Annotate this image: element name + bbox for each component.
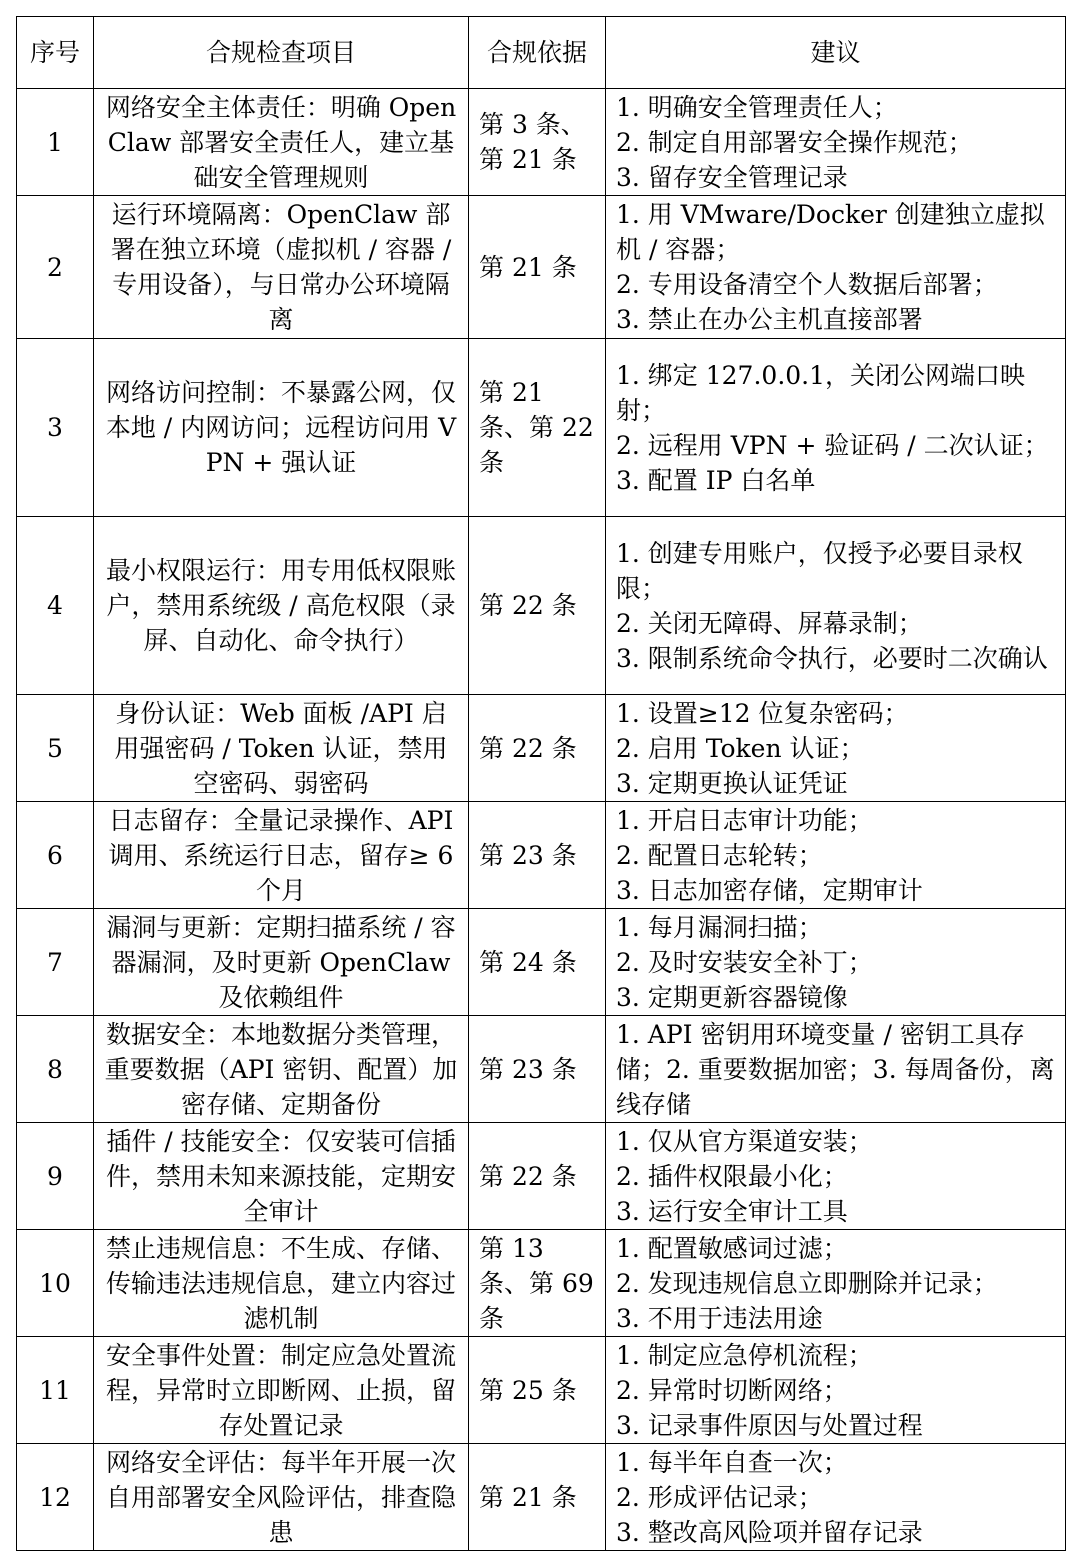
compliance-basis: 第 22 条 <box>469 695 606 802</box>
advice-line: 1. 明确安全管理责任人； <box>616 92 898 122</box>
compliance-basis: 第 24 条 <box>469 909 606 1016</box>
advice-cell <box>606 909 1066 1016</box>
compliance-basis: 第 23 条 <box>469 802 606 909</box>
advice-line: 2. 形成评估记录； <box>616 1482 823 1512</box>
check-item: 日志留存：全量记录操作、API 调用、系统运行日志，留存≥ 6 个月 <box>94 802 469 909</box>
table-row <box>17 517 1066 695</box>
advice-line: 3. 定期更换认证凭证 <box>616 768 848 798</box>
advice-line: 3. 运行安全审计工具 <box>616 1196 848 1226</box>
advice-line: 1. 创建专用账户，仅授予必要目录权限； <box>616 538 1023 603</box>
advice-line: 3. 日志加密存储，定期审计 <box>616 875 923 905</box>
advice-cell <box>606 695 1066 802</box>
advice-cell <box>606 517 1066 695</box>
row-number: 5 <box>17 695 94 802</box>
check-item: 网络访问控制：不暴露公网，仅本地 / 内网访问；远程访问用 VPN + 强认证 <box>94 339 469 517</box>
header-basis: 合规依据 <box>469 17 606 89</box>
check-item: 运行环境隔离：OpenClaw 部署在独立环境（虚拟机 / 容器 / 专用设备），与日常办公环境隔离 <box>94 196 469 339</box>
advice-cell <box>606 802 1066 909</box>
table-row <box>17 909 1066 1016</box>
advice-cell <box>606 1016 1066 1123</box>
advice-line: 2. 及时安装安全补丁； <box>616 947 873 977</box>
compliance-basis: 第 13 条、第 69 条 <box>469 1230 606 1337</box>
table-row <box>17 1444 1066 1551</box>
check-item: 最小权限运行：用专用低权限账户，禁用系统级 / 高危权限（录屏、自动化、命令执行） <box>94 517 469 695</box>
advice-line: 2. 制定自用部署安全操作规范； <box>616 127 973 157</box>
compliance-basis: 第 23 条 <box>469 1016 606 1123</box>
header-item: 合规检查项目 <box>94 17 469 89</box>
advice-cell <box>606 1230 1066 1337</box>
table-body <box>17 89 1066 1551</box>
advice-line: 1. 每半年自查一次； <box>616 1447 848 1477</box>
advice-line: 3. 限制系统命令执行，必要时二次确认 <box>616 643 1048 673</box>
advice-line: 2. 启用 Token 认证； <box>616 733 865 763</box>
row-number: 1 <box>17 89 94 196</box>
advice-line: 3. 不用于违法用途 <box>616 1303 823 1333</box>
header-num: 序号 <box>17 17 94 89</box>
table-row <box>17 802 1066 909</box>
row-number: 10 <box>17 1230 94 1337</box>
check-item: 网络安全主体责任：明确 OpenClaw 部署安全责任人，建立基础安全管理规则 <box>94 89 469 196</box>
row-number: 11 <box>17 1337 94 1444</box>
compliance-basis: 第 25 条 <box>469 1337 606 1444</box>
header-advice: 建议 <box>606 17 1066 89</box>
compliance-basis: 第 21 条 <box>469 1444 606 1551</box>
check-item: 安全事件处置：制定应急处置流程，异常时立即断网、止损，留存处置记录 <box>94 1337 469 1444</box>
table-row <box>17 695 1066 802</box>
advice-line: 3. 整改高风险项并留存记录 <box>616 1517 923 1547</box>
header-row <box>17 17 1066 89</box>
advice-cell <box>606 1123 1066 1230</box>
advice-line: 1. 开启日志审计功能； <box>616 805 873 835</box>
row-number: 2 <box>17 196 94 339</box>
row-number: 9 <box>17 1123 94 1230</box>
advice-cell <box>606 196 1066 339</box>
advice-line: 2. 发现违规信息立即删除并记录； <box>616 1268 998 1298</box>
table-row <box>17 1230 1066 1337</box>
advice-line: 1. 仅从官方渠道安装； <box>616 1126 873 1156</box>
table-row <box>17 89 1066 196</box>
advice-line: 3. 记录事件原因与处置过程 <box>616 1410 923 1440</box>
advice-line: 1. 制定应急停机流程； <box>616 1340 873 1370</box>
row-number: 6 <box>17 802 94 909</box>
advice-line: 2. 异常时切断网络； <box>616 1375 848 1405</box>
advice-line: 1. 配置敏感词过滤； <box>616 1233 848 1263</box>
table-row <box>17 1123 1066 1230</box>
advice-line: 2. 配置日志轮转； <box>616 840 823 870</box>
compliance-basis: 第 22 条 <box>469 517 606 695</box>
row-number: 8 <box>17 1016 94 1123</box>
advice-cell <box>606 89 1066 196</box>
advice-line: 3. 留存安全管理记录 <box>616 162 848 192</box>
advice-line: 2. 插件权限最小化； <box>616 1161 848 1191</box>
row-number: 12 <box>17 1444 94 1551</box>
advice-line: 1. 绑定 127.0.0.1，关闭公网端口映射； <box>616 360 1026 425</box>
row-number: 4 <box>17 517 94 695</box>
advice-line: 3. 禁止在办公主机直接部署 <box>616 305 923 334</box>
compliance-basis: 第 21 条、第 22 条 <box>469 339 606 517</box>
advice-cell <box>606 339 1066 517</box>
advice-line: 2. 专用设备清空个人数据后部署； <box>616 270 998 299</box>
advice-line: 2. 远程用 VPN + 验证码 / 二次认证； <box>616 430 1049 460</box>
row-number: 7 <box>17 909 94 1016</box>
check-item: 身份认证：Web 面板 /API 启用强密码 / Token 认证，禁用空密码、弱密码 <box>94 695 469 802</box>
row-number: 3 <box>17 339 94 517</box>
check-item: 数据安全：本地数据分类管理，重要数据（API 密钥、配置）加密存储、定期备份 <box>94 1016 469 1123</box>
advice-line: 1. API 密钥用环境变量 / 密钥工具存储；2. 重要数据加密；3. 每周备份，离线存储 <box>616 1019 1055 1119</box>
table-row <box>17 1016 1066 1123</box>
compliance-table <box>16 16 1066 1551</box>
check-item: 漏洞与更新：定期扫描系统 / 容器漏洞，及时更新 OpenClaw 及依赖组件 <box>94 909 469 1016</box>
check-item: 禁止违规信息：不生成、存储、传输违法违规信息，建立内容过滤机制 <box>94 1230 469 1337</box>
advice-line: 1. 设置≥12 位复杂密码； <box>616 698 909 728</box>
table-row <box>17 339 1066 517</box>
check-item: 网络安全评估：每半年开展一次自用部署安全风险评估，排查隐患 <box>94 1444 469 1551</box>
check-item: 插件 / 技能安全：仅安装可信插件，禁用未知来源技能，定期安全审计 <box>94 1123 469 1230</box>
table-row <box>17 196 1066 339</box>
advice-line: 1. 用 VMware/Docker 创建独立虚拟机 / 容器； <box>616 200 1045 264</box>
compliance-basis: 第 22 条 <box>469 1123 606 1230</box>
advice-line: 3. 定期更新容器镜像 <box>616 982 848 1012</box>
compliance-basis: 第 3 条、第 21 条 <box>469 89 606 196</box>
advice-cell <box>606 1337 1066 1444</box>
compliance-basis: 第 21 条 <box>469 196 606 339</box>
advice-line: 1. 每月漏洞扫描； <box>616 912 823 942</box>
advice-cell <box>606 1444 1066 1551</box>
advice-line: 3. 配置 IP 白名单 <box>616 465 816 495</box>
table-row <box>17 1337 1066 1444</box>
advice-line: 2. 关闭无障碍、屏幕录制； <box>616 608 923 638</box>
